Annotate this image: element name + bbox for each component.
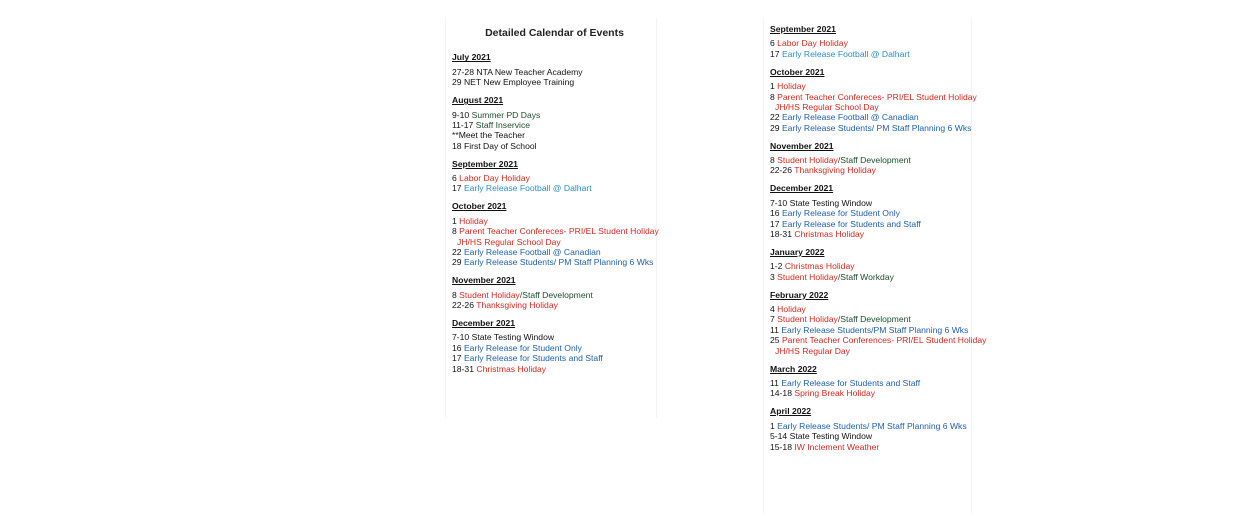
event-text: Holiday bbox=[459, 215, 488, 226]
event-date: 22 bbox=[452, 247, 462, 257]
event-text: Labor Day Holiday bbox=[459, 173, 530, 184]
event-text: /Staff Workday bbox=[837, 271, 894, 282]
event-text: IW Inclement Weather bbox=[794, 441, 880, 452]
event-text: Parent Teacher Confereces- PRI/EL Student Holiday bbox=[459, 226, 659, 237]
event-text: /Staff Development bbox=[519, 289, 593, 300]
event-date: 17 bbox=[770, 218, 780, 229]
month-block bbox=[452, 318, 657, 374]
event-line bbox=[770, 155, 975, 165]
event-date: 17 bbox=[452, 353, 462, 364]
month-block bbox=[770, 24, 975, 59]
event-text: Holiday bbox=[777, 81, 806, 92]
event-date: 11 bbox=[770, 324, 779, 335]
event-text: Summer PD Days bbox=[471, 109, 541, 120]
event-text: Early Release Students/PM Staff Planning 6 Wks bbox=[781, 324, 969, 335]
event-line bbox=[770, 314, 975, 324]
event-text: Thanksgiving Holiday bbox=[794, 165, 876, 176]
event-line bbox=[452, 353, 657, 363]
event-text: Early Release Football @ Canadian bbox=[463, 247, 601, 257]
event-date: 5-14 bbox=[770, 431, 788, 442]
event-date: 22 bbox=[770, 112, 780, 123]
right-calendar-column bbox=[770, 24, 987, 459]
event-text: Christmas Holiday bbox=[784, 261, 855, 272]
event-date: 4 bbox=[770, 304, 775, 315]
event-date: 1 bbox=[770, 420, 775, 431]
event-date: 8 bbox=[452, 226, 457, 237]
event-text: JH/HS Regular School Day bbox=[775, 101, 879, 112]
event-date: 8 bbox=[452, 289, 457, 300]
month-block bbox=[770, 183, 975, 239]
month-title: October 2021 bbox=[770, 66, 825, 77]
event-text: Early Release Students/ PM Staff Planning 6 Wks bbox=[463, 257, 654, 268]
event-text: Holiday bbox=[777, 304, 806, 315]
event-line bbox=[770, 112, 975, 122]
event-line bbox=[452, 216, 657, 226]
month-title: April 2022 bbox=[770, 406, 812, 417]
event-date: 29 bbox=[452, 257, 462, 268]
event-text: Early Release Students/ PM Staff Planning 6 Wks bbox=[777, 420, 967, 431]
event-text: JH/HS Regular School Day bbox=[457, 236, 561, 247]
event-line bbox=[452, 257, 657, 267]
event-text: Early Release for Students and Staff bbox=[463, 353, 603, 364]
month-block bbox=[770, 364, 975, 399]
event-line bbox=[452, 141, 657, 151]
event-date: 11 bbox=[770, 377, 779, 388]
event-text: Parent Teacher Conferences- PRI/EL Student Holiday bbox=[781, 335, 987, 346]
event-line bbox=[770, 81, 975, 91]
event-date: 15-18 bbox=[770, 441, 792, 452]
month-title: July 2021 bbox=[452, 52, 491, 63]
event-date: 18 bbox=[452, 140, 462, 151]
event-date: 8 bbox=[770, 155, 775, 166]
event-text: State Testing Window bbox=[789, 197, 873, 208]
event-line bbox=[452, 226, 657, 236]
event-text: NET New Employee Training bbox=[463, 77, 575, 88]
event-date: 22-26 bbox=[770, 165, 792, 176]
event-date: 17 bbox=[770, 48, 780, 59]
event-date: 14-18 bbox=[770, 388, 792, 399]
event-line bbox=[452, 120, 657, 130]
event-text: Thanksgiving Holiday bbox=[476, 300, 558, 311]
month-block bbox=[452, 159, 657, 194]
event-text: Staff Inservice bbox=[475, 119, 531, 130]
event-line bbox=[770, 261, 975, 271]
left-months-list bbox=[452, 52, 657, 374]
event-text: Student Holiday bbox=[777, 271, 838, 282]
month-block bbox=[452, 52, 657, 87]
event-line bbox=[770, 335, 987, 346]
event-date: 16 bbox=[770, 208, 780, 219]
event-line bbox=[770, 421, 975, 431]
month-title: November 2021 bbox=[452, 275, 516, 286]
event-text: **Meet the Teacher bbox=[452, 130, 525, 141]
event-line bbox=[770, 272, 975, 282]
event-text: Christmas Holiday bbox=[794, 229, 865, 239]
event-line bbox=[452, 290, 657, 300]
month-title: September 2021 bbox=[452, 158, 518, 169]
event-date: 29 bbox=[452, 77, 462, 88]
event-text: NTA New Teacher Academy bbox=[476, 66, 583, 77]
event-date: 7 bbox=[770, 314, 775, 325]
event-text: Early Release Football @ Dalhart bbox=[781, 48, 910, 59]
event-line bbox=[770, 38, 975, 48]
event-date: 7-10 bbox=[770, 197, 788, 208]
event-text: State Testing Window bbox=[789, 431, 873, 442]
event-text: /Staff Development bbox=[837, 155, 911, 166]
month-title: December 2021 bbox=[452, 318, 516, 329]
month-block bbox=[452, 275, 657, 310]
right-months-list bbox=[770, 24, 987, 452]
event-line bbox=[770, 92, 975, 102]
event-date: 6 bbox=[770, 38, 775, 49]
month-title: March 2022 bbox=[770, 363, 817, 374]
event-text: Spring Break Holiday bbox=[794, 388, 876, 399]
event-text: Early Release for Students and Staff bbox=[781, 218, 921, 229]
event-date: 3 bbox=[770, 271, 775, 282]
left-calendar-column bbox=[452, 28, 657, 382]
event-text: Early Release Students/ PM Staff Planning 6 Wks bbox=[781, 122, 972, 133]
event-line bbox=[770, 219, 975, 229]
event-line bbox=[770, 304, 975, 314]
month-block bbox=[452, 201, 657, 267]
event-text: Early Release for Students and Staff bbox=[781, 377, 921, 388]
event-date: 16 bbox=[452, 342, 462, 353]
event-line bbox=[770, 431, 975, 441]
event-line bbox=[452, 67, 657, 77]
event-date: 9-10 bbox=[452, 109, 470, 120]
event-line bbox=[452, 237, 657, 247]
month-block bbox=[770, 406, 975, 452]
month-block bbox=[770, 289, 987, 356]
event-text: Early Release Football @ Canadian bbox=[781, 112, 919, 123]
event-date: 18-31 bbox=[770, 229, 792, 239]
month-title: October 2021 bbox=[452, 201, 507, 212]
event-date: 7-10 bbox=[452, 332, 470, 343]
event-date: 1 bbox=[452, 215, 457, 226]
month-block bbox=[770, 247, 975, 282]
event-text: Parent Teacher Confereces- PRI/EL Student Holiday bbox=[777, 91, 977, 102]
event-line bbox=[770, 442, 975, 452]
event-line bbox=[770, 49, 975, 59]
event-line bbox=[770, 208, 975, 218]
event-line bbox=[452, 332, 657, 342]
event-date: 25 bbox=[770, 335, 780, 346]
month-title: January 2022 bbox=[770, 246, 825, 257]
event-line bbox=[770, 229, 975, 239]
month-title: February 2022 bbox=[770, 289, 829, 300]
document-title: Detailed Calendar of Events bbox=[485, 27, 624, 39]
event-date: 29 bbox=[770, 122, 780, 133]
event-line bbox=[452, 364, 657, 374]
event-text: Early Release for Student Only bbox=[781, 208, 900, 219]
event-date: 1-2 bbox=[770, 261, 783, 272]
event-line bbox=[452, 300, 657, 310]
month-title: November 2021 bbox=[770, 140, 834, 151]
month-block bbox=[452, 95, 657, 151]
event-line bbox=[452, 343, 657, 353]
month-block bbox=[770, 141, 975, 176]
month-block bbox=[770, 67, 975, 133]
event-line bbox=[770, 378, 975, 388]
event-line bbox=[452, 247, 657, 257]
event-line bbox=[452, 110, 657, 120]
event-date: 17 bbox=[452, 183, 462, 194]
event-line bbox=[452, 130, 657, 140]
event-line bbox=[452, 77, 657, 87]
event-line bbox=[452, 173, 657, 183]
event-date: 8 bbox=[770, 91, 775, 102]
event-line bbox=[770, 346, 975, 356]
event-line bbox=[770, 165, 975, 175]
event-text: Christmas Holiday bbox=[476, 363, 547, 374]
event-date: 27-28 bbox=[452, 66, 474, 77]
event-line bbox=[770, 123, 975, 133]
event-date: 6 bbox=[452, 173, 457, 184]
event-line bbox=[770, 325, 975, 335]
event-text: Student Holiday bbox=[777, 314, 838, 325]
event-text: JH/HS Regular Day bbox=[775, 345, 850, 356]
event-line bbox=[770, 388, 975, 398]
event-date: 11-17 bbox=[452, 119, 474, 130]
event-text: /Staff Development bbox=[837, 314, 911, 325]
event-text: Student Holiday bbox=[459, 289, 520, 300]
event-date: 18-31 bbox=[452, 363, 474, 374]
event-text: Student Holiday bbox=[777, 155, 838, 166]
event-date: 1 bbox=[770, 81, 775, 92]
month-title: December 2021 bbox=[770, 183, 834, 194]
event-text: Early Release for Student Only bbox=[463, 342, 582, 353]
month-title: September 2021 bbox=[770, 24, 836, 34]
event-text: State Testing Window bbox=[471, 332, 555, 343]
month-title: August 2021 bbox=[452, 95, 504, 106]
event-text: Labor Day Holiday bbox=[777, 38, 848, 49]
event-text: Early Release Football @ Dalhart bbox=[463, 183, 592, 194]
event-line bbox=[770, 198, 975, 208]
event-text: First Day of School bbox=[463, 140, 537, 151]
event-line bbox=[770, 102, 975, 112]
event-date: 22-26 bbox=[452, 300, 474, 311]
event-line bbox=[452, 183, 657, 193]
